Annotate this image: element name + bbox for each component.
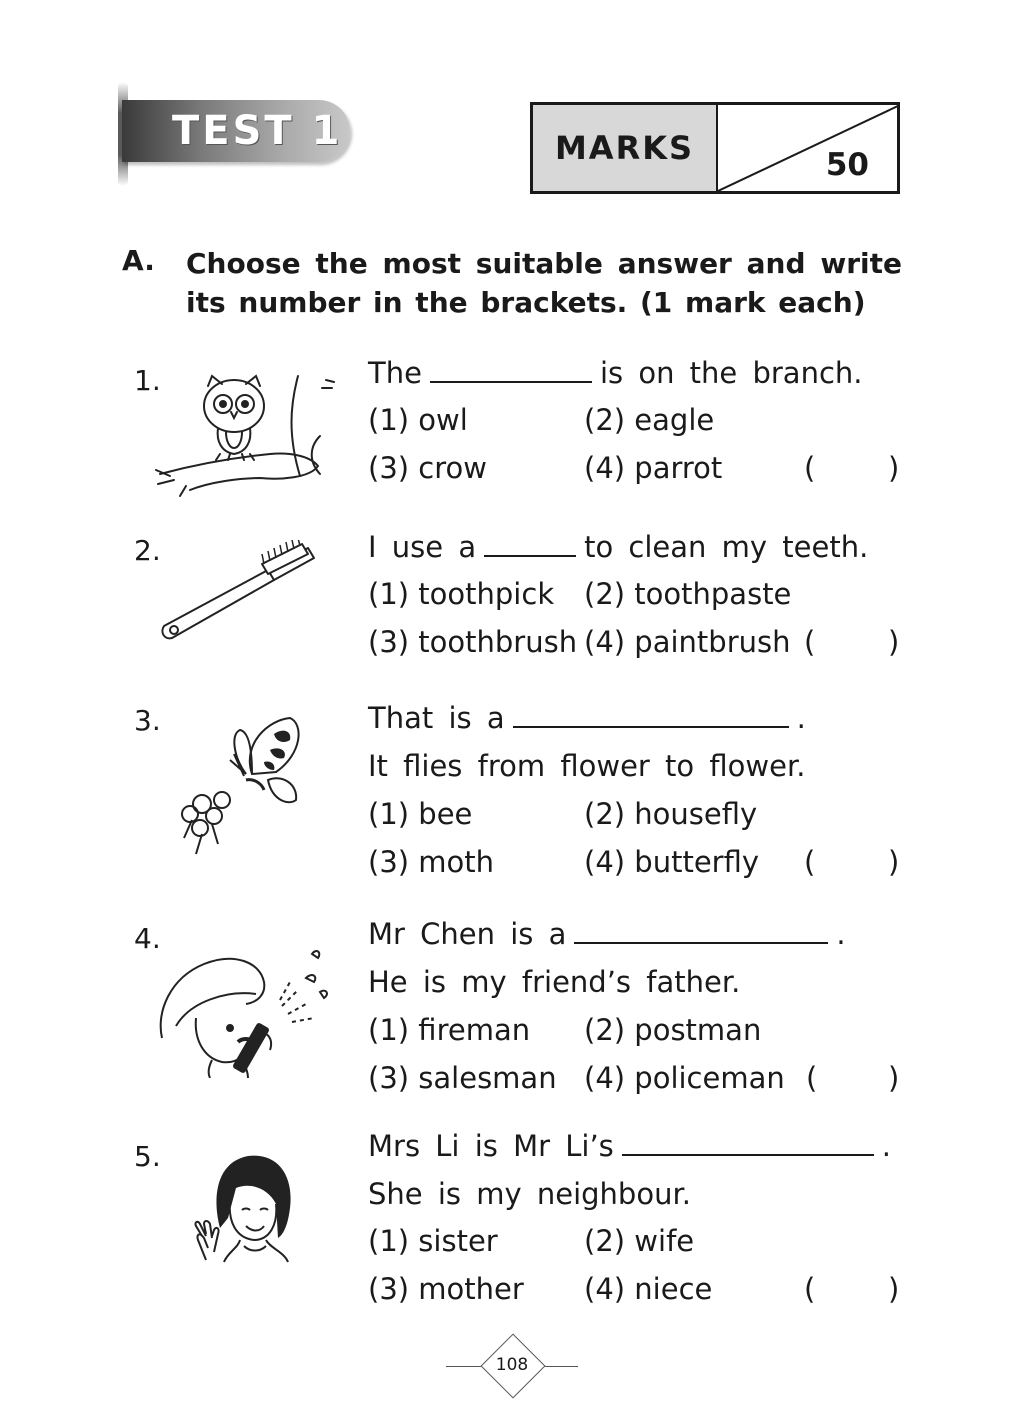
question-number: 2. [134, 534, 161, 567]
section-letter: A. [122, 244, 155, 277]
butterfly-and-flowers-picture [172, 714, 312, 860]
question-sentence: I use a to clean my teeth. [368, 530, 869, 564]
answer-blank[interactable] [484, 533, 576, 557]
question-number: 4. [134, 922, 161, 955]
section-instruction: Choose the most suitable answer and write its number in the brackets. (1 mark each) [186, 247, 902, 319]
answer-bracket-close[interactable]: ) [888, 845, 900, 879]
question-sentence: That is a . [368, 701, 806, 735]
question-sentence: The is on the branch. [368, 356, 863, 390]
option-1: (1) sister [368, 1224, 498, 1258]
fireman-with-hose-picture [156, 942, 332, 1078]
option-2: (2) postman [584, 1013, 762, 1047]
option-3: (3) toothbrush [368, 625, 578, 659]
option-1: (1) toothpick [368, 577, 555, 611]
question-number: 1. [134, 364, 161, 397]
answer-bracket-open[interactable]: ( [804, 451, 816, 485]
marks-box [530, 102, 900, 194]
answer-blank[interactable] [430, 359, 592, 383]
answer-blank[interactable] [574, 920, 828, 944]
marks-score-field[interactable] [718, 105, 897, 191]
answer-bracket-open[interactable]: ( [804, 1272, 816, 1306]
girl-waving-picture [184, 1148, 308, 1264]
option-4: (4) parrot [584, 451, 723, 485]
option-2: (2) housefly [584, 797, 758, 831]
answer-bracket-close[interactable]: ) [888, 1061, 900, 1095]
answer-bracket-open[interactable]: ( [804, 625, 816, 659]
option-3: (3) crow [368, 451, 487, 485]
marks-total: 50 [825, 147, 869, 183]
answer-bracket-open[interactable]: ( [806, 1061, 818, 1095]
option-1: (1) fireman [368, 1013, 531, 1047]
marks-label: MARKS [533, 105, 718, 191]
option-4: (4) paintbrush [584, 625, 791, 659]
question-context: She is my neighbour. [368, 1177, 691, 1211]
question-sentence: Mrs Li is Mr Li’s . [368, 1129, 892, 1163]
option-2: (2) wife [584, 1224, 695, 1258]
option-2: (2) toothpaste [584, 577, 792, 611]
answer-bracket-close[interactable]: ) [888, 625, 900, 659]
page-number: 108 [495, 1355, 529, 1375]
answer-bracket-close[interactable]: ) [888, 1272, 900, 1306]
answer-bracket-open[interactable]: ( [804, 845, 816, 879]
answer-blank[interactable] [513, 704, 789, 728]
option-3: (3) mother [368, 1272, 524, 1306]
option-1: (1) owl [368, 403, 468, 437]
question-number: 3. [134, 704, 161, 737]
option-4: (4) policeman [584, 1061, 785, 1095]
question-context: He is my friend’s father. [368, 965, 741, 999]
question-context: It flies from flower to flower. [368, 749, 806, 783]
question-number: 5. [134, 1140, 161, 1173]
answer-bracket-close[interactable]: ) [888, 451, 900, 485]
question-sentence: Mr Chen is a . [368, 917, 846, 951]
option-4: (4) butterfly [584, 845, 760, 879]
option-2: (2) eagle [584, 403, 715, 437]
marks-diagonal [718, 105, 900, 191]
option-3: (3) salesman [368, 1061, 557, 1095]
owl-on-branch-picture [150, 366, 340, 498]
option-4: (4) niece [584, 1272, 713, 1306]
toothbrush-picture [158, 540, 318, 644]
test-title: TEST 1 [172, 108, 343, 154]
answer-blank[interactable] [622, 1132, 874, 1156]
option-3: (3) moth [368, 845, 495, 879]
option-1: (1) bee [368, 797, 473, 831]
